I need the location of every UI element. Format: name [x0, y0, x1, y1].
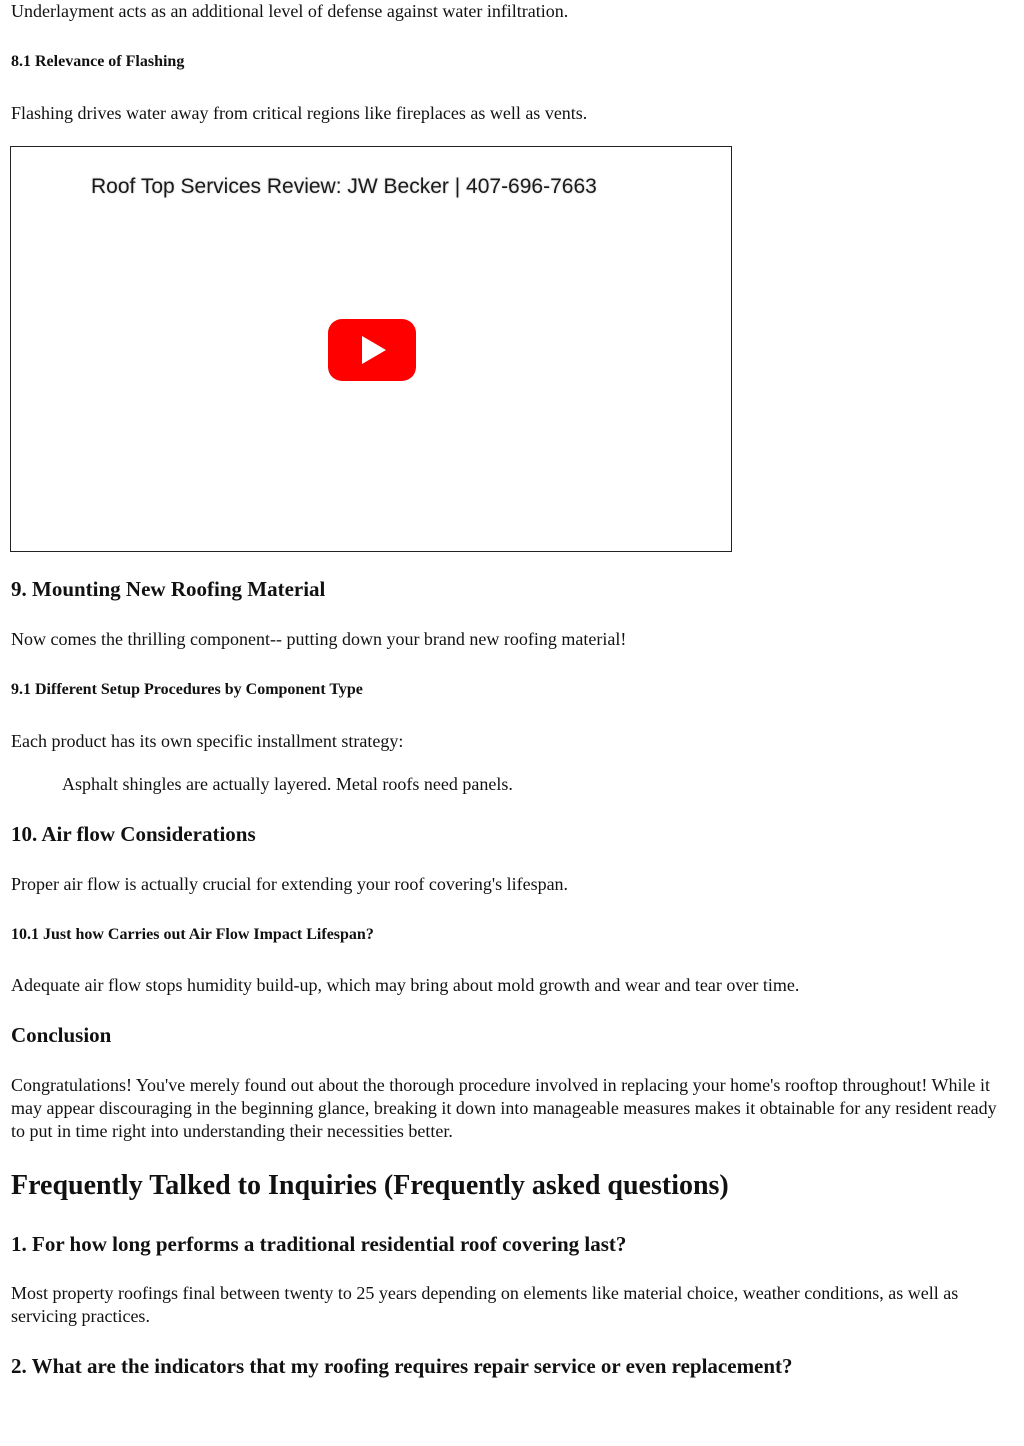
embedded-video[interactable]	[10, 146, 732, 552]
section-10-1-heading: 10.1 Just how Carries out Air Flow Impact Lifespan?	[11, 926, 374, 943]
section-10-heading: 10. Air flow Considerations	[11, 822, 256, 846]
faq-answer-1: Most property roofings final between twenty to 25 years depending on elements like material choice, weather conditions, as well as servicing practices.	[11, 1283, 959, 1326]
section-8-1-heading: 8.1 Relevance of Flashing	[11, 53, 185, 70]
faq-question-1: 1. For how long performs a traditional residential roof covering last?	[11, 1232, 627, 1256]
faq-heading: Frequently Talked to Inquiries (Frequently asked questions)	[11, 1170, 729, 1201]
section-10-1-paragraph: Adequate air flow stops humidity build-up, which may bring about mold growth and wear and tear over time.	[11, 975, 800, 995]
intro-paragraph: Underlayment acts as an additional level of defense against water infiltration.	[11, 1, 569, 21]
section-9-1-heading: 9.1 Different Setup Procedures by Component Type	[11, 681, 363, 698]
conclusion-heading: Conclusion	[11, 1023, 112, 1047]
section-9-1-paragraph: Each product has its own specific installment strategy:	[11, 731, 404, 751]
section-8-1-paragraph: Flashing drives water away from critical regions like fireplaces as well as vents.	[11, 103, 588, 123]
section-9-paragraph: Now comes the thrilling component-- putting down your brand new roofing material!	[11, 629, 627, 649]
section-10-paragraph: Proper air flow is actually crucial for extending your roof covering's lifespan.	[11, 874, 569, 894]
section-9-1-blockquote: Asphalt shingles are actually layered. Metal roofs need panels.	[62, 774, 513, 794]
conclusion-paragraph: Congratulations! You've merely found out about the thorough procedure involved in replacing your home's rooftop throughout! While it may appear discouraging in the beginning glance, breaking it down into manageable measures makes it obtainable for any resident ready to put in time right into understanding their necessities better.	[11, 1075, 997, 1141]
video-title[interactable]: Roof Top Services Review: JW Becker | 407-696-7663	[91, 175, 597, 198]
faq-question-2: 2. What are the indicators that my roofing requires repair service or even replacement?	[11, 1354, 793, 1378]
youtube-play-icon[interactable]	[328, 319, 416, 381]
section-9-heading: 9. Mounting New Roofing Material	[11, 577, 326, 601]
